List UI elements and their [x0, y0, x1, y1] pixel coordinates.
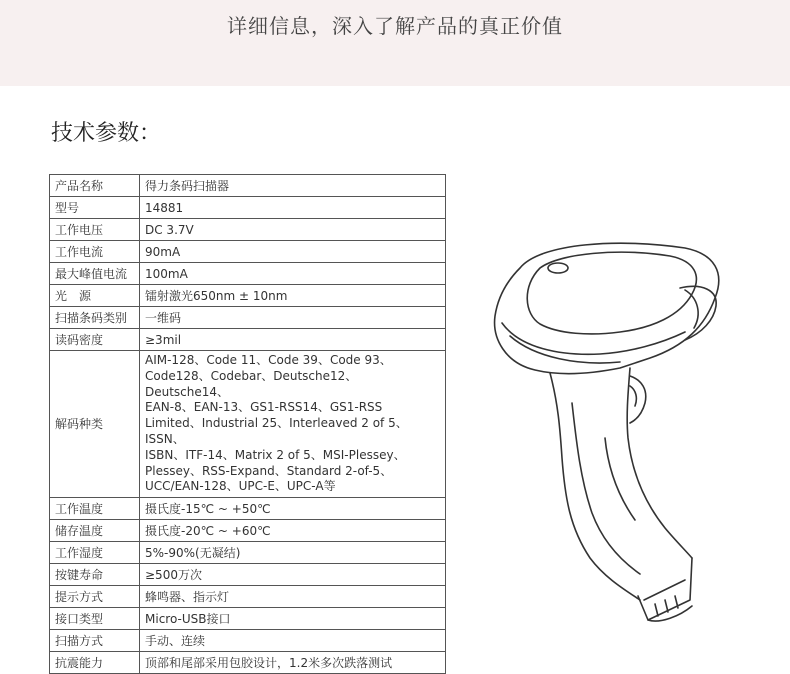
spec-row-storage-temp	[50, 520, 446, 542]
spec-row-peak-current	[50, 263, 446, 285]
spec-row-density	[50, 329, 446, 351]
spec-label: 接口类型	[50, 608, 140, 630]
spec-value: 14881	[140, 197, 446, 219]
spec-label: 工作湿度	[50, 542, 140, 564]
spec-row-op-temp	[50, 498, 446, 520]
spec-row-interface	[50, 608, 446, 630]
spec-row-key-life	[50, 564, 446, 586]
spec-label: 提示方式	[50, 586, 140, 608]
spec-row-voltage	[50, 219, 446, 241]
header-banner	[0, 0, 790, 86]
spec-value: 摄氏度-15℃ ~ +50℃	[140, 498, 446, 520]
spec-row-humidity	[50, 542, 446, 564]
spec-label: 储存温度	[50, 520, 140, 542]
decode-line: Limited、Industrial 25、Interleaved 2 of 5、ISSN、	[145, 416, 408, 446]
decode-line: EAN-8、EAN-13、GS1-RSS14、GS1-RSS	[145, 400, 383, 415]
spec-value: Micro-USB接口	[140, 608, 446, 630]
spec-value: 顶部和尾部采用包胶设计，1.2米多次跌落测试	[140, 652, 446, 674]
spec-row-decode	[50, 351, 446, 498]
spec-row-scan-type	[50, 307, 446, 329]
spec-value: 90mA	[140, 241, 446, 263]
decode-line: AIM-128、Code 11、Code 39、Code 93、	[145, 353, 392, 367]
spec-row-product-name	[50, 175, 446, 197]
spec-row-shock	[50, 652, 446, 674]
spec-value: 手动、连续	[140, 630, 446, 652]
section-title: 技术参数：	[51, 121, 162, 146]
spec-value-decode	[140, 351, 446, 498]
spec-value: 摄氏度-20℃ ~ +60℃	[140, 520, 446, 542]
spec-row-indicator	[50, 586, 446, 608]
spec-value: DC 3.7V	[140, 219, 446, 241]
spec-value: 镭射激光650nm ± 10nm	[140, 285, 446, 307]
spec-row-model	[50, 197, 446, 219]
spec-value: 蜂鸣器、指示灯	[140, 586, 446, 608]
spec-row-scan-mode	[50, 630, 446, 652]
decode-line: ISBN、ITF-14、Matrix 2 of 5、MSI-Plessey、	[145, 447, 406, 462]
spec-value: 100mA	[140, 263, 446, 285]
spec-label: 按键寿命	[50, 564, 140, 586]
spec-value: ≥500万次	[140, 564, 446, 586]
spec-row-light-source	[50, 285, 446, 307]
spec-label: 工作温度	[50, 498, 140, 520]
spec-label: 型号	[50, 197, 140, 219]
spec-label: 工作电压	[50, 219, 140, 241]
spec-table	[49, 174, 446, 674]
spec-value: 5%-90%(无凝结)	[140, 542, 446, 564]
spec-label: 抗震能力	[50, 652, 140, 674]
spec-label: 产品名称	[50, 175, 140, 197]
spec-label: 工作电流	[50, 241, 140, 263]
spec-label: 扫描条码类别	[50, 307, 140, 329]
spec-label: 读码密度	[50, 329, 140, 351]
barcode-scanner-icon	[480, 228, 740, 628]
decode-line: Code128、Codebar、Deutsche12、Deutsche14、	[145, 368, 358, 399]
spec-value: ≥3mil	[140, 329, 446, 351]
banner-title: 详细信息，深入了解产品的真正价值	[227, 14, 563, 38]
spec-label: 最大峰值电流	[50, 263, 140, 285]
decode-line: UCC/EAN-128、UPC-E、UPC-A等	[145, 479, 336, 494]
spec-value: 一维码	[140, 307, 446, 329]
spec-label: 扫描方式	[50, 630, 140, 652]
spec-label: 光 源	[50, 285, 140, 307]
spec-value: 得力条码扫描器	[140, 175, 446, 197]
spec-label: 解码种类	[50, 351, 140, 498]
decode-line: Plessey、RSS-Expand、Standard 2-of-5、	[145, 463, 393, 478]
spec-row-current	[50, 241, 446, 263]
